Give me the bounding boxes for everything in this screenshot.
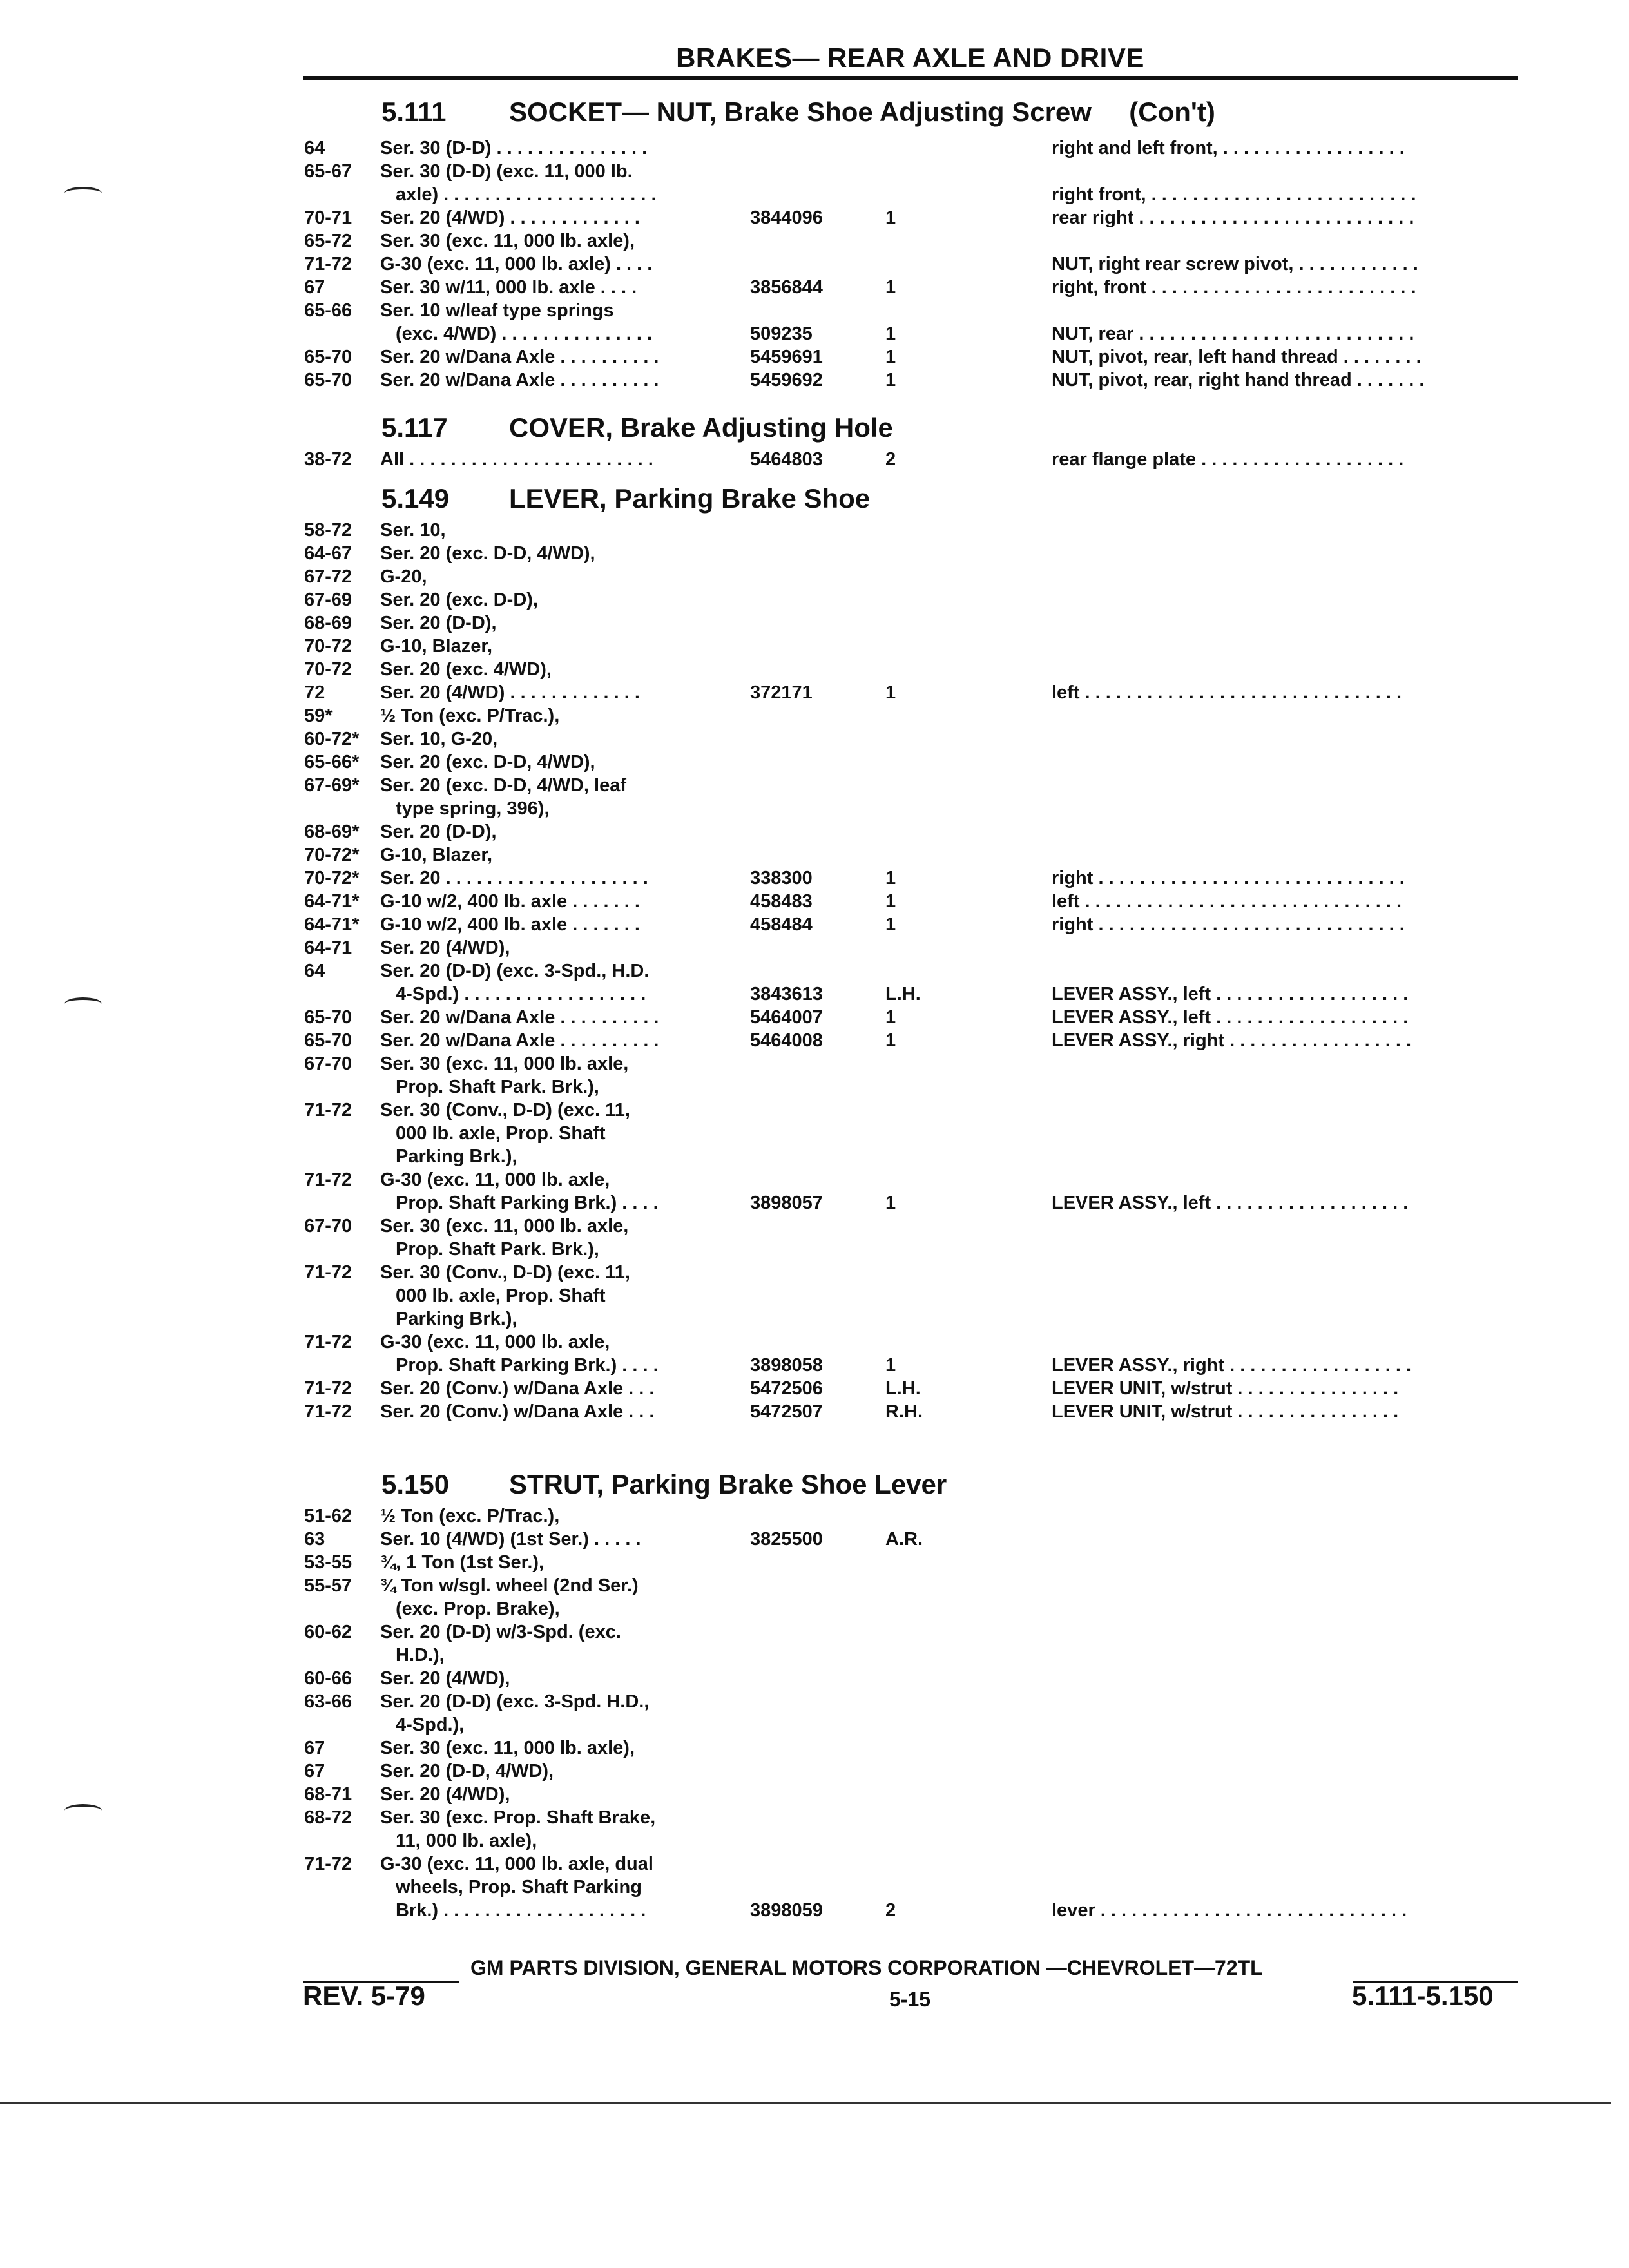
description-cell: Ser. 10 (4/WD) (1st Ser.) . . . . . — [380, 1529, 641, 1550]
year-cell: 65-66 — [304, 300, 352, 321]
description-cell: All . . . . . . . . . . . . . . . . . . . . . . . . — [380, 449, 653, 470]
table-row — [304, 1331, 1516, 1354]
year-cell: 60-66 — [304, 1668, 352, 1689]
quantity-cell: 1 — [885, 1193, 896, 1213]
section-heading: SOCKET— NUT, Brake Shoe Adjusting Screw (Con't) — [509, 97, 1215, 127]
description-cell: Ser. 20 (exc. D-D, 4/WD), — [380, 543, 595, 564]
table-row — [304, 1783, 1516, 1806]
footer-revision: REV. 5-79 — [303, 1981, 425, 2011]
description-cell: Ser. 20 (4/WD), — [380, 937, 510, 958]
year-cell: 67-70 — [304, 1216, 352, 1236]
table-row — [304, 448, 1516, 471]
section-heading: LEVER, Parking Brake Shoe — [509, 483, 871, 514]
note-cell: right front, . . . . . . . . . . . . . . . . . . . . . . . . . . — [1052, 184, 1416, 205]
table-row — [304, 206, 1516, 229]
year-cell: 71-72 — [304, 1854, 352, 1874]
year-cell: 68-69* — [304, 822, 360, 842]
year-cell: 63-66 — [304, 1691, 352, 1712]
description-cell: (exc. 4/WD) . . . . . . . . . . . . . . . — [396, 323, 653, 344]
description-cell: (exc. Prop. Brake), — [396, 1599, 560, 1619]
section-title-5-150 — [381, 1469, 947, 1500]
description-cell: ½ Ton (exc. P/Trac.), — [380, 1506, 560, 1526]
description-cell: Brk.) . . . . . . . . . . . . . . . . . . . . — [396, 1900, 646, 1921]
description-cell: Ser. 20 (exc. D-D, 4/WD, leaf — [380, 775, 626, 796]
table-row — [304, 137, 1516, 160]
note-cell: LEVER ASSY., left . . . . . . . . . . . . . . . . . . . — [1052, 1007, 1409, 1028]
table-row — [304, 160, 1516, 183]
table-row — [304, 1504, 1516, 1528]
table-row — [304, 1736, 1516, 1760]
quantity-cell: 1 — [885, 1355, 896, 1376]
table-row — [304, 1099, 1516, 1122]
year-cell: 72 — [304, 682, 325, 703]
quantity-cell: 1 — [885, 682, 896, 703]
table-row — [304, 519, 1516, 542]
description-cell: Ser. 20 (4/WD) . . . . . . . . . . . . . — [380, 682, 640, 703]
year-cell: 64-71* — [304, 914, 360, 935]
table-row — [304, 751, 1516, 774]
part-number-cell: 3856844 — [750, 277, 823, 298]
table-row — [304, 1852, 1516, 1876]
description-cell: Ser. 30 (exc. 11, 000 lb. axle), — [380, 1738, 635, 1758]
year-cell: 71-72 — [304, 254, 352, 274]
table-row — [304, 1284, 1516, 1307]
description-cell: G-30 (exc. 11, 000 lb. axle, dual — [380, 1854, 653, 1874]
footer-corporation: GM PARTS DIVISION, GENERAL MOTORS CORPORATION —CHEVROLET—72TL — [470, 1956, 1263, 1979]
part-number-cell: 3898059 — [750, 1900, 823, 1921]
description-cell: Ser. 30 (exc. 11, 000 lb. axle, — [380, 1053, 629, 1074]
part-number-cell: 5459691 — [750, 347, 823, 367]
table-row — [304, 1806, 1516, 1829]
year-cell: 64-71 — [304, 937, 352, 958]
table-row — [304, 867, 1516, 890]
part-number-cell: 3843613 — [750, 984, 823, 1004]
description-cell: Ser. 20 (Conv.) w/Dana Axle . . . — [380, 1378, 655, 1399]
quantity-cell: L.H. — [885, 984, 921, 1004]
table-row — [304, 797, 1516, 820]
description-cell: Ser. 20 (D-D) w/3-Spd. (exc. — [380, 1622, 621, 1642]
quantity-cell: 1 — [885, 207, 896, 228]
quantity-cell: 2 — [885, 1900, 896, 1921]
year-cell: 71-72 — [304, 1169, 352, 1190]
note-cell: right, front . . . . . . . . . . . . . . . . . . . . . . . . . . — [1052, 277, 1416, 298]
year-cell: 67-69 — [304, 590, 352, 610]
description-cell: ¾ Ton w/sgl. wheel (2nd Ser.) — [380, 1575, 639, 1596]
table-row — [304, 299, 1516, 322]
description-cell: Ser. 30 (D-D) (exc. 11, 000 lb. — [380, 161, 633, 182]
quantity-cell: R.H. — [885, 1401, 923, 1422]
note-cell: NUT, rear . . . . . . . . . . . . . . . . . . . . . . . . . . . — [1052, 323, 1414, 344]
part-number-cell: 509235 — [750, 323, 813, 344]
punch-mark — [64, 997, 102, 1010]
description-cell: wheels, Prop. Shaft Parking — [396, 1877, 642, 1898]
description-cell: Prop. Shaft Park. Brk.), — [396, 1239, 599, 1260]
description-cell: G-10 w/2, 400 lb. axle . . . . . . . — [380, 891, 640, 912]
description-cell: G-10 w/2, 400 lb. axle . . . . . . . — [380, 914, 640, 935]
description-cell: Ser. 10, G-20, — [380, 729, 498, 749]
year-cell: 58-72 — [304, 520, 352, 541]
part-number-cell: 3898057 — [750, 1193, 823, 1213]
section-number: 5.149 — [381, 483, 450, 514]
table-row — [304, 1261, 1516, 1284]
quantity-cell: 2 — [885, 449, 896, 470]
scan-edge-rule — [0, 2102, 1611, 2104]
description-cell: Ser. 20 (4/WD), — [380, 1668, 510, 1689]
table-row — [304, 1829, 1516, 1852]
note-cell: left . . . . . . . . . . . . . . . . . . . . . . . . . . . . . . . — [1052, 891, 1402, 912]
description-cell: Parking Brk.), — [396, 1146, 517, 1167]
description-cell: G-30 (exc. 11, 000 lb. axle, — [380, 1332, 610, 1352]
year-cell: 70-71 — [304, 207, 352, 228]
section-number: 5.117 — [381, 412, 448, 443]
year-cell: 53-55 — [304, 1552, 352, 1573]
part-number-cell: 5459692 — [750, 370, 823, 390]
table-row — [304, 1238, 1516, 1261]
description-cell: Ser. 20 w/Dana Axle . . . . . . . . . . — [380, 1030, 659, 1051]
table-row — [304, 658, 1516, 681]
year-cell: 67-70 — [304, 1053, 352, 1074]
table-row — [304, 1899, 1516, 1922]
table-row — [304, 565, 1516, 588]
year-cell: 65-70 — [304, 370, 352, 390]
year-cell: 67-72 — [304, 566, 352, 587]
table-row — [304, 276, 1516, 299]
table-row — [304, 635, 1516, 658]
year-cell: 59* — [304, 706, 333, 726]
year-cell: 64 — [304, 961, 325, 981]
table-row — [304, 1168, 1516, 1191]
year-cell: 65-70 — [304, 1030, 352, 1051]
year-cell: 71-72 — [304, 1378, 352, 1399]
description-cell: Prop. Shaft Parking Brk.) . . . . — [396, 1193, 659, 1213]
quantity-cell: 1 — [885, 1030, 896, 1051]
part-number-cell: 5464803 — [750, 449, 823, 470]
year-cell: 70-72* — [304, 868, 360, 889]
year-cell: 60-72* — [304, 729, 360, 749]
table-row — [304, 727, 1516, 751]
description-cell: G-10, Blazer, — [380, 845, 493, 865]
note-cell: LEVER ASSY., right . . . . . . . . . . . . . . . . . . — [1052, 1030, 1412, 1051]
table-row — [304, 1215, 1516, 1238]
description-cell: Ser. 20 . . . . . . . . . . . . . . . . . . . . — [380, 868, 648, 889]
note-cell: right . . . . . . . . . . . . . . . . . . . . . . . . . . . . . . — [1052, 868, 1405, 889]
description-cell: Ser. 20 w/Dana Axle . . . . . . . . . . — [380, 1007, 659, 1028]
section-title-5-149 — [381, 483, 870, 514]
punch-mark — [64, 187, 102, 200]
section-title-5-111 — [381, 97, 1215, 128]
year-cell: 71-72 — [304, 1100, 352, 1120]
quantity-cell: 1 — [885, 323, 896, 344]
year-cell: 64 — [304, 138, 325, 159]
part-number-cell: 5472507 — [750, 1401, 823, 1422]
description-cell: Ser. 30 (exc. 11, 000 lb. axle, — [380, 1216, 629, 1236]
table-row — [304, 229, 1516, 253]
description-cell: Ser. 20 (D-D, 4/WD), — [380, 1761, 554, 1782]
year-cell: 65-70 — [304, 347, 352, 367]
description-cell: H.D.), — [396, 1645, 445, 1666]
table-row — [304, 820, 1516, 843]
table-row — [304, 322, 1516, 345]
year-cell: 65-72 — [304, 231, 352, 251]
table-row — [304, 1400, 1516, 1423]
part-number-cell: 338300 — [750, 868, 813, 889]
table-row — [304, 1354, 1516, 1377]
note-cell: LEVER UNIT, w/strut . . . . . . . . . . . . . . . . — [1052, 1401, 1399, 1422]
table-row — [304, 369, 1516, 392]
table-row — [304, 1191, 1516, 1215]
description-cell: Ser. 10, — [380, 520, 446, 541]
description-cell: Ser. 30 (D-D) . . . . . . . . . . . . . . . — [380, 138, 648, 159]
table-row — [304, 183, 1516, 206]
table-row — [304, 774, 1516, 797]
year-cell: 68-71 — [304, 1784, 352, 1805]
year-cell: 65-66* — [304, 752, 360, 773]
table-row — [304, 611, 1516, 635]
description-cell: Ser. 30 (exc. 11, 000 lb. axle), — [380, 231, 635, 251]
table-row — [304, 253, 1516, 276]
year-cell: 55-57 — [304, 1575, 352, 1596]
note-cell: right and left front, . . . . . . . . . . . . . . . . . . — [1052, 138, 1405, 159]
description-cell: Ser. 20 (D-D) (exc. 3-Spd. H.D., — [380, 1691, 650, 1712]
table-row — [304, 1574, 1516, 1597]
description-cell: 11, 000 lb. axle), — [396, 1831, 537, 1851]
year-cell: 70-72* — [304, 845, 360, 865]
table-row — [304, 681, 1516, 704]
section-heading: COVER, Brake Adjusting Hole — [509, 412, 893, 443]
description-cell: G-20, — [380, 566, 427, 587]
year-cell: 68-69 — [304, 613, 352, 633]
quantity-cell: 1 — [885, 914, 896, 935]
quantity-cell: A.R. — [885, 1529, 923, 1550]
note-cell: lever . . . . . . . . . . . . . . . . . . . . . . . . . . . . . . — [1052, 1900, 1407, 1921]
description-cell: 4-Spd.), — [396, 1715, 465, 1735]
year-cell: 70-72 — [304, 659, 352, 680]
year-cell: 65-70 — [304, 1007, 352, 1028]
quantity-cell: L.H. — [885, 1378, 921, 1399]
table-row — [304, 959, 1516, 983]
table-row — [304, 1597, 1516, 1620]
header-rule — [303, 76, 1518, 80]
description-cell: Parking Brk.), — [396, 1309, 517, 1329]
note-cell: NUT, right rear screw pivot, . . . . . . . . . . . . — [1052, 254, 1418, 274]
note-cell: left . . . . . . . . . . . . . . . . . . . . . . . . . . . . . . . — [1052, 682, 1402, 703]
table-row — [304, 1620, 1516, 1644]
note-cell: LEVER ASSY., left . . . . . . . . . . . . . . . . . . . — [1052, 1193, 1409, 1213]
quantity-cell: 1 — [885, 1007, 896, 1028]
table-row — [304, 1052, 1516, 1075]
quantity-cell: 1 — [885, 868, 896, 889]
description-cell: Ser. 20 (exc. D-D), — [380, 590, 538, 610]
table-row — [304, 345, 1516, 369]
quantity-cell: 1 — [885, 277, 896, 298]
table-row — [304, 843, 1516, 867]
part-number-cell: 5464008 — [750, 1030, 823, 1051]
section-title-5-117 — [381, 412, 893, 443]
part-number-cell: 5464007 — [750, 1007, 823, 1028]
note-cell: right . . . . . . . . . . . . . . . . . . . . . . . . . . . . . . — [1052, 914, 1405, 935]
description-cell: Ser. 20 (D-D), — [380, 613, 497, 633]
part-number-cell: 372171 — [750, 682, 813, 703]
description-cell: type spring, 396), — [396, 798, 550, 819]
description-cell: Ser. 20 (4/WD), — [380, 1784, 510, 1805]
description-cell: Ser. 30 (Conv., D-D) (exc. 11, — [380, 1262, 630, 1283]
description-cell: ¾, 1 Ton (1st Ser.), — [380, 1552, 545, 1573]
table-row — [304, 1528, 1516, 1551]
year-cell: 68-72 — [304, 1807, 352, 1828]
table-row — [304, 890, 1516, 913]
year-cell: 67 — [304, 1761, 325, 1782]
table-row — [304, 542, 1516, 565]
part-number-cell: 3898058 — [750, 1355, 823, 1376]
description-cell: Ser. 20 (exc. D-D, 4/WD), — [380, 752, 595, 773]
table-row — [304, 1145, 1516, 1168]
part-number-cell: 458483 — [750, 891, 813, 912]
table-row — [304, 704, 1516, 727]
table-row — [304, 1006, 1516, 1029]
description-cell: Ser. 20 w/Dana Axle . . . . . . . . . . — [380, 370, 659, 390]
year-cell: 70-72 — [304, 636, 352, 657]
description-cell: Ser. 30 (Conv., D-D) (exc. 11, — [380, 1100, 630, 1120]
section-number: 5.150 — [381, 1469, 450, 1499]
table-row — [304, 1667, 1516, 1690]
year-cell: 71-72 — [304, 1401, 352, 1422]
year-cell: 67 — [304, 1738, 325, 1758]
note-cell: LEVER ASSY., left . . . . . . . . . . . . . . . . . . . — [1052, 984, 1409, 1004]
description-cell: 000 lb. axle, Prop. Shaft — [396, 1285, 606, 1306]
note-cell: LEVER ASSY., right . . . . . . . . . . . . . . . . . . — [1052, 1355, 1412, 1376]
description-cell: ½ Ton (exc. P/Trac.), — [380, 706, 560, 726]
table-row — [304, 1551, 1516, 1574]
table-row — [304, 1377, 1516, 1400]
year-cell: 67 — [304, 277, 325, 298]
description-cell: Prop. Shaft Parking Brk.) . . . . — [396, 1355, 659, 1376]
table-row — [304, 588, 1516, 611]
quantity-cell: 1 — [885, 370, 896, 390]
section-heading: STRUT, Parking Brake Shoe Lever — [509, 1469, 947, 1499]
table-row — [304, 1029, 1516, 1052]
table-row — [304, 1760, 1516, 1783]
section-number: 5.111 — [381, 97, 447, 127]
quantity-cell: 1 — [885, 891, 896, 912]
table-row — [304, 1075, 1516, 1099]
year-cell: 51-62 — [304, 1506, 352, 1526]
note-cell: rear flange plate . . . . . . . . . . . . . . . . . . . . — [1052, 449, 1404, 470]
description-cell: Ser. 20 (D-D), — [380, 822, 497, 842]
table-row — [304, 913, 1516, 936]
description-cell: axle) . . . . . . . . . . . . . . . . . . . . . — [396, 184, 657, 205]
year-cell: 64-67 — [304, 543, 352, 564]
description-cell: G-30 (exc. 11, 000 lb. axle, — [380, 1169, 610, 1190]
punch-mark — [64, 1804, 102, 1817]
part-number-cell: 458484 — [750, 914, 813, 935]
table-row — [304, 1307, 1516, 1331]
note-cell: NUT, pivot, rear, left hand thread . . . . . . . . — [1052, 347, 1422, 367]
table-row — [304, 1876, 1516, 1899]
year-cell: 63 — [304, 1529, 325, 1550]
note-cell: NUT, pivot, rear, right hand thread . . . . . . . — [1052, 370, 1425, 390]
year-cell: 65-67 — [304, 161, 352, 182]
description-cell: G-30 (exc. 11, 000 lb. axle) . . . . — [380, 254, 653, 274]
year-cell: 38-72 — [304, 449, 352, 470]
description-cell: Ser. 20 (Conv.) w/Dana Axle . . . — [380, 1401, 655, 1422]
note-cell: rear right . . . . . . . . . . . . . . . . . . . . . . . . . . . — [1052, 207, 1414, 228]
footer-section-range: 5.111-5.150 — [1352, 1981, 1494, 2011]
description-cell: G-10, Blazer, — [380, 636, 493, 657]
description-cell: Ser. 30 (exc. Prop. Shaft Brake, — [380, 1807, 656, 1828]
description-cell: Ser. 30 w/11, 000 lb. axle . . . . — [380, 277, 637, 298]
year-cell: 71-72 — [304, 1262, 352, 1283]
table-row — [304, 983, 1516, 1006]
year-cell: 64-71* — [304, 891, 360, 912]
year-cell: 71-72 — [304, 1332, 352, 1352]
year-cell: 60-62 — [304, 1622, 352, 1642]
table-row — [304, 1644, 1516, 1667]
description-cell: 4-Spd.) . . . . . . . . . . . . . . . . . . — [396, 984, 646, 1004]
quantity-cell: 1 — [885, 347, 896, 367]
description-cell: Ser. 10 w/leaf type springs — [380, 300, 614, 321]
part-number-cell: 5472506 — [750, 1378, 823, 1399]
description-cell: Prop. Shaft Park. Brk.), — [396, 1077, 599, 1097]
description-cell: 000 lb. axle, Prop. Shaft — [396, 1123, 606, 1144]
description-cell: Ser. 20 (exc. 4/WD), — [380, 659, 552, 680]
page-header: BRAKES— REAR AXLE AND DRIVE — [676, 43, 1144, 73]
table-row — [304, 1713, 1516, 1736]
part-number-cell: 3825500 — [750, 1529, 823, 1550]
footer-page-number: 5-15 — [889, 1988, 931, 2011]
description-cell: Ser. 20 w/Dana Axle . . . . . . . . . . — [380, 347, 659, 367]
description-cell: Ser. 20 (D-D) (exc. 3-Spd., H.D. — [380, 961, 650, 981]
table-row — [304, 936, 1516, 959]
description-cell: Ser. 20 (4/WD) . . . . . . . . . . . . . — [380, 207, 640, 228]
table-row — [304, 1690, 1516, 1713]
part-number-cell: 3844096 — [750, 207, 823, 228]
year-cell: 67-69* — [304, 775, 360, 796]
table-row — [304, 1122, 1516, 1145]
note-cell: LEVER UNIT, w/strut . . . . . . . . . . . . . . . . — [1052, 1378, 1399, 1399]
